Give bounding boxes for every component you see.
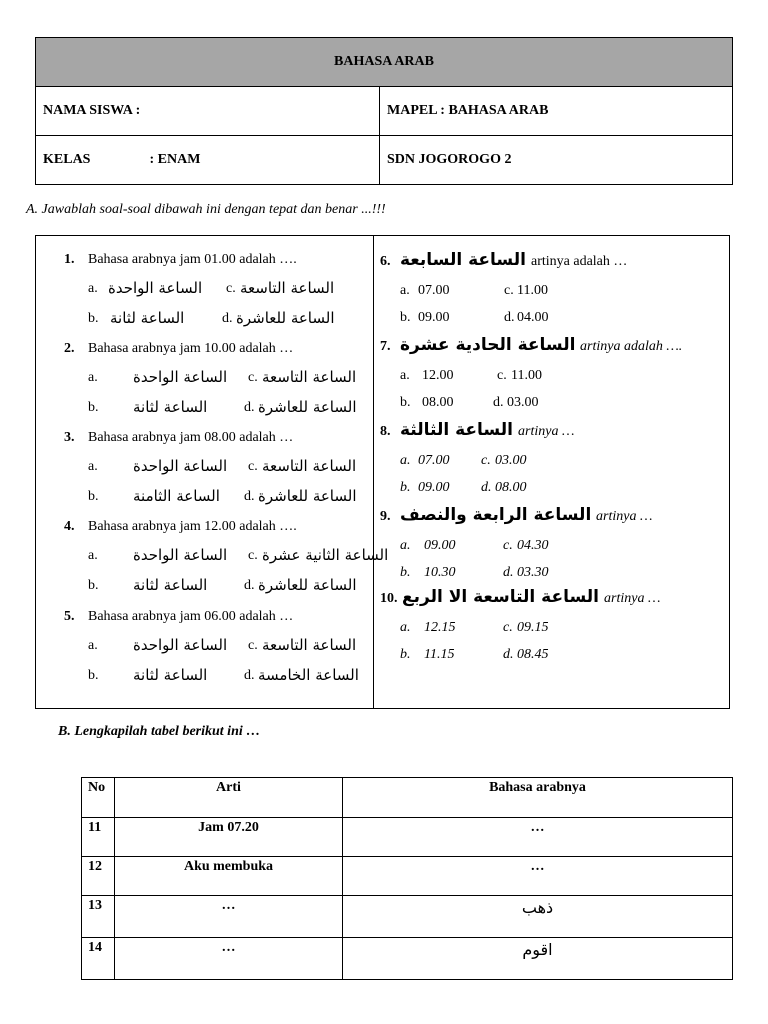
option-d-arabic: الساعة للعاشرة <box>258 487 357 505</box>
option-c-value: 11.00 <box>517 283 548 298</box>
option-b-value: 09.00 <box>418 310 450 325</box>
row-no: 14 <box>82 938 115 980</box>
option-letter-a: a. <box>88 638 98 653</box>
option-c-arabic: الساعة التاسعة <box>262 636 357 654</box>
table-row <box>82 857 733 896</box>
row-arti: Jam 07.20 <box>115 818 343 857</box>
row-arabic: اقوم <box>343 938 733 980</box>
option-letter-d: d. <box>493 395 504 410</box>
table-row <box>82 896 733 938</box>
table-row <box>82 938 733 980</box>
option-c-arabic: الساعة التاسعة <box>240 279 335 297</box>
option-letter-c: c. <box>503 620 513 635</box>
table-row <box>82 818 733 857</box>
option-a-arabic: الساعة الواحدة <box>133 368 228 386</box>
option-d-value: 04.00 <box>517 310 549 325</box>
option-letter-d: d. <box>503 565 514 580</box>
option-a-value: 07.00 <box>418 453 450 468</box>
option-letter-d: d. <box>503 647 514 662</box>
option-letter-b: b. <box>400 565 411 580</box>
question-suffix: artinya adalah … <box>531 254 628 269</box>
question-number: 3. <box>64 430 75 445</box>
option-letter-d: d. <box>244 578 255 593</box>
option-letter-d: d. <box>244 400 255 415</box>
row-no: 13 <box>82 896 115 938</box>
option-letter-c: c. <box>248 548 258 563</box>
option-letter-b: b. <box>400 480 411 495</box>
question-arabic: الساعة السابعة <box>400 250 526 270</box>
option-d-arabic: الساعة للعاشرة <box>258 398 357 416</box>
option-letter-d: d. <box>222 311 233 326</box>
option-a-value: 07.00 <box>418 283 450 298</box>
class-label: KELAS <box>43 152 91 167</box>
option-letter-a: a. <box>400 538 411 553</box>
question-number: 10. <box>380 591 398 606</box>
header-table <box>35 37 733 185</box>
col-header-no: No <box>82 778 115 818</box>
question-number: 1. <box>64 252 75 267</box>
option-letter-c: c. <box>248 459 258 474</box>
questions-divider <box>373 235 374 708</box>
option-b-arabic: الساعة لثانة <box>133 576 208 594</box>
class-field <box>36 136 380 185</box>
option-letter-a: a. <box>400 453 411 468</box>
question-number: 7. <box>380 339 391 354</box>
option-c-value: 11.00 <box>511 368 542 383</box>
option-letter-c: c. <box>226 281 236 296</box>
option-b-value: 09.00 <box>418 480 450 495</box>
option-letter-a: a. <box>400 283 410 298</box>
option-d-arabic: الساعة الخامسة <box>258 666 359 684</box>
option-b-arabic: الساعة لثانة <box>133 666 208 684</box>
option-letter-a: a. <box>400 620 411 635</box>
question-number: 4. <box>64 519 75 534</box>
option-c-value: 03.00 <box>495 453 527 468</box>
option-letter-c: c. <box>248 638 258 653</box>
question-text: Bahasa arabnya jam 06.00 adalah … <box>88 609 294 624</box>
option-letter-d: d. <box>244 668 255 683</box>
option-letter-b: b. <box>400 395 411 410</box>
option-c-value: 04.30 <box>517 538 549 553</box>
option-a-arabic: الساعة الواحدة <box>133 546 228 564</box>
option-letter-c: c. <box>481 453 491 468</box>
question-suffix: artinya … <box>518 424 575 439</box>
option-a-arabic: الساعة الواحدة <box>108 279 203 297</box>
option-b-arabic: الساعة الثامنة <box>133 487 220 505</box>
option-b-arabic: الساعة لثانة <box>133 398 208 416</box>
option-letter-a: a. <box>400 368 410 383</box>
question-number: 6. <box>380 254 391 269</box>
option-d-value: 08.00 <box>495 480 527 495</box>
question-number: 2. <box>64 341 75 356</box>
option-a-arabic: الساعة الواحدة <box>133 457 228 475</box>
class-value: : ENAM <box>149 152 201 167</box>
option-letter-d: d. <box>244 489 255 504</box>
question-arabic: الساعة التاسعة الا الربع <box>402 587 599 607</box>
row-arabic: … <box>343 818 733 857</box>
option-letter-a: a. <box>88 548 98 563</box>
question-text: Bahasa arabnya jam 08.00 adalah … <box>88 430 294 445</box>
row-arabic: … <box>343 857 733 896</box>
section-b-instruction: B. Lengkapilah tabel berikut ini … <box>58 724 261 739</box>
question-number: 5. <box>64 609 75 624</box>
row-arabic: ذهب <box>343 896 733 938</box>
option-letter-b: b. <box>400 310 411 325</box>
option-letter-b: b. <box>88 400 99 415</box>
section-a-instruction: A. Jawablah soal-soal dibawah ini dengan tepat dan benar ...!!! <box>26 202 386 217</box>
option-letter-c: c. <box>248 370 258 385</box>
subject-field: MAPEL : BAHASA ARAB <box>380 87 733 136</box>
option-b-value: 10.30 <box>424 565 456 580</box>
row-arti: … <box>115 938 343 980</box>
option-c-value: 09.15 <box>517 620 549 635</box>
row-arti: Aku membuka <box>115 857 343 896</box>
option-letter-b: b. <box>88 668 99 683</box>
answer-table <box>81 777 733 980</box>
option-letter-b: b. <box>88 578 99 593</box>
option-d-arabic: الساعة للعاشرة <box>258 576 357 594</box>
option-letter-d: d. <box>504 310 515 325</box>
option-b-arabic: الساعة لثانة <box>110 309 185 327</box>
option-letter-b: b. <box>400 647 411 662</box>
subject-title: BAHASA ARAB <box>36 38 733 87</box>
question-arabic: الساعة الحادية عشرة <box>400 335 576 355</box>
question-arabic: الساعة الرابعة والنصف <box>400 505 592 525</box>
question-suffix: artinya adalah …. <box>580 339 683 354</box>
row-arti: … <box>115 896 343 938</box>
col-header-arti: Arti <box>115 778 343 818</box>
option-letter-a: a. <box>88 281 98 296</box>
option-letter-c: c. <box>504 283 514 298</box>
option-c-arabic: الساعة التاسعة <box>262 457 357 475</box>
row-no: 12 <box>82 857 115 896</box>
question-suffix: artinya … <box>604 591 661 606</box>
option-b-value: 08.00 <box>422 395 454 410</box>
question-number: 8. <box>380 424 391 439</box>
question-text: Bahasa arabnya jam 01.00 adalah …. <box>88 252 297 267</box>
option-a-value: 12.15 <box>424 620 456 635</box>
option-d-value: 03.30 <box>517 565 549 580</box>
question-arabic: الساعة الثالثة <box>400 420 513 440</box>
option-a-value: 12.00 <box>422 368 454 383</box>
option-letter-b: b. <box>88 489 99 504</box>
option-a-arabic: الساعة الواحدة <box>133 636 228 654</box>
question-suffix: artinya … <box>596 509 653 524</box>
row-no: 11 <box>82 818 115 857</box>
question-number: 9. <box>380 509 391 524</box>
option-c-arabic: الساعة الثانية عشرة <box>262 546 389 564</box>
col-header-arabic: Bahasa arabnya <box>343 778 733 818</box>
option-d-value: 03.00 <box>507 395 539 410</box>
option-letter-c: c. <box>503 538 513 553</box>
option-a-value: 09.00 <box>424 538 456 553</box>
option-c-arabic: الساعة التاسعة <box>262 368 357 386</box>
option-letter-c: c. <box>497 368 507 383</box>
option-letter-a: a. <box>88 459 98 474</box>
option-letter-b: b. <box>88 311 99 326</box>
question-text: Bahasa arabnya jam 10.00 adalah … <box>88 341 294 356</box>
option-d-arabic: الساعة للعاشرة <box>236 309 335 327</box>
option-b-value: 11.15 <box>424 647 455 662</box>
question-text: Bahasa arabnya jam 12.00 adalah …. <box>88 519 297 534</box>
option-letter-a: a. <box>88 370 98 385</box>
option-letter-d: d. <box>481 480 492 495</box>
option-d-value: 08.45 <box>517 647 549 662</box>
school-field: SDN JOGOROGO 2 <box>380 136 733 185</box>
student-name-field: NAMA SISWA : <box>36 87 380 136</box>
